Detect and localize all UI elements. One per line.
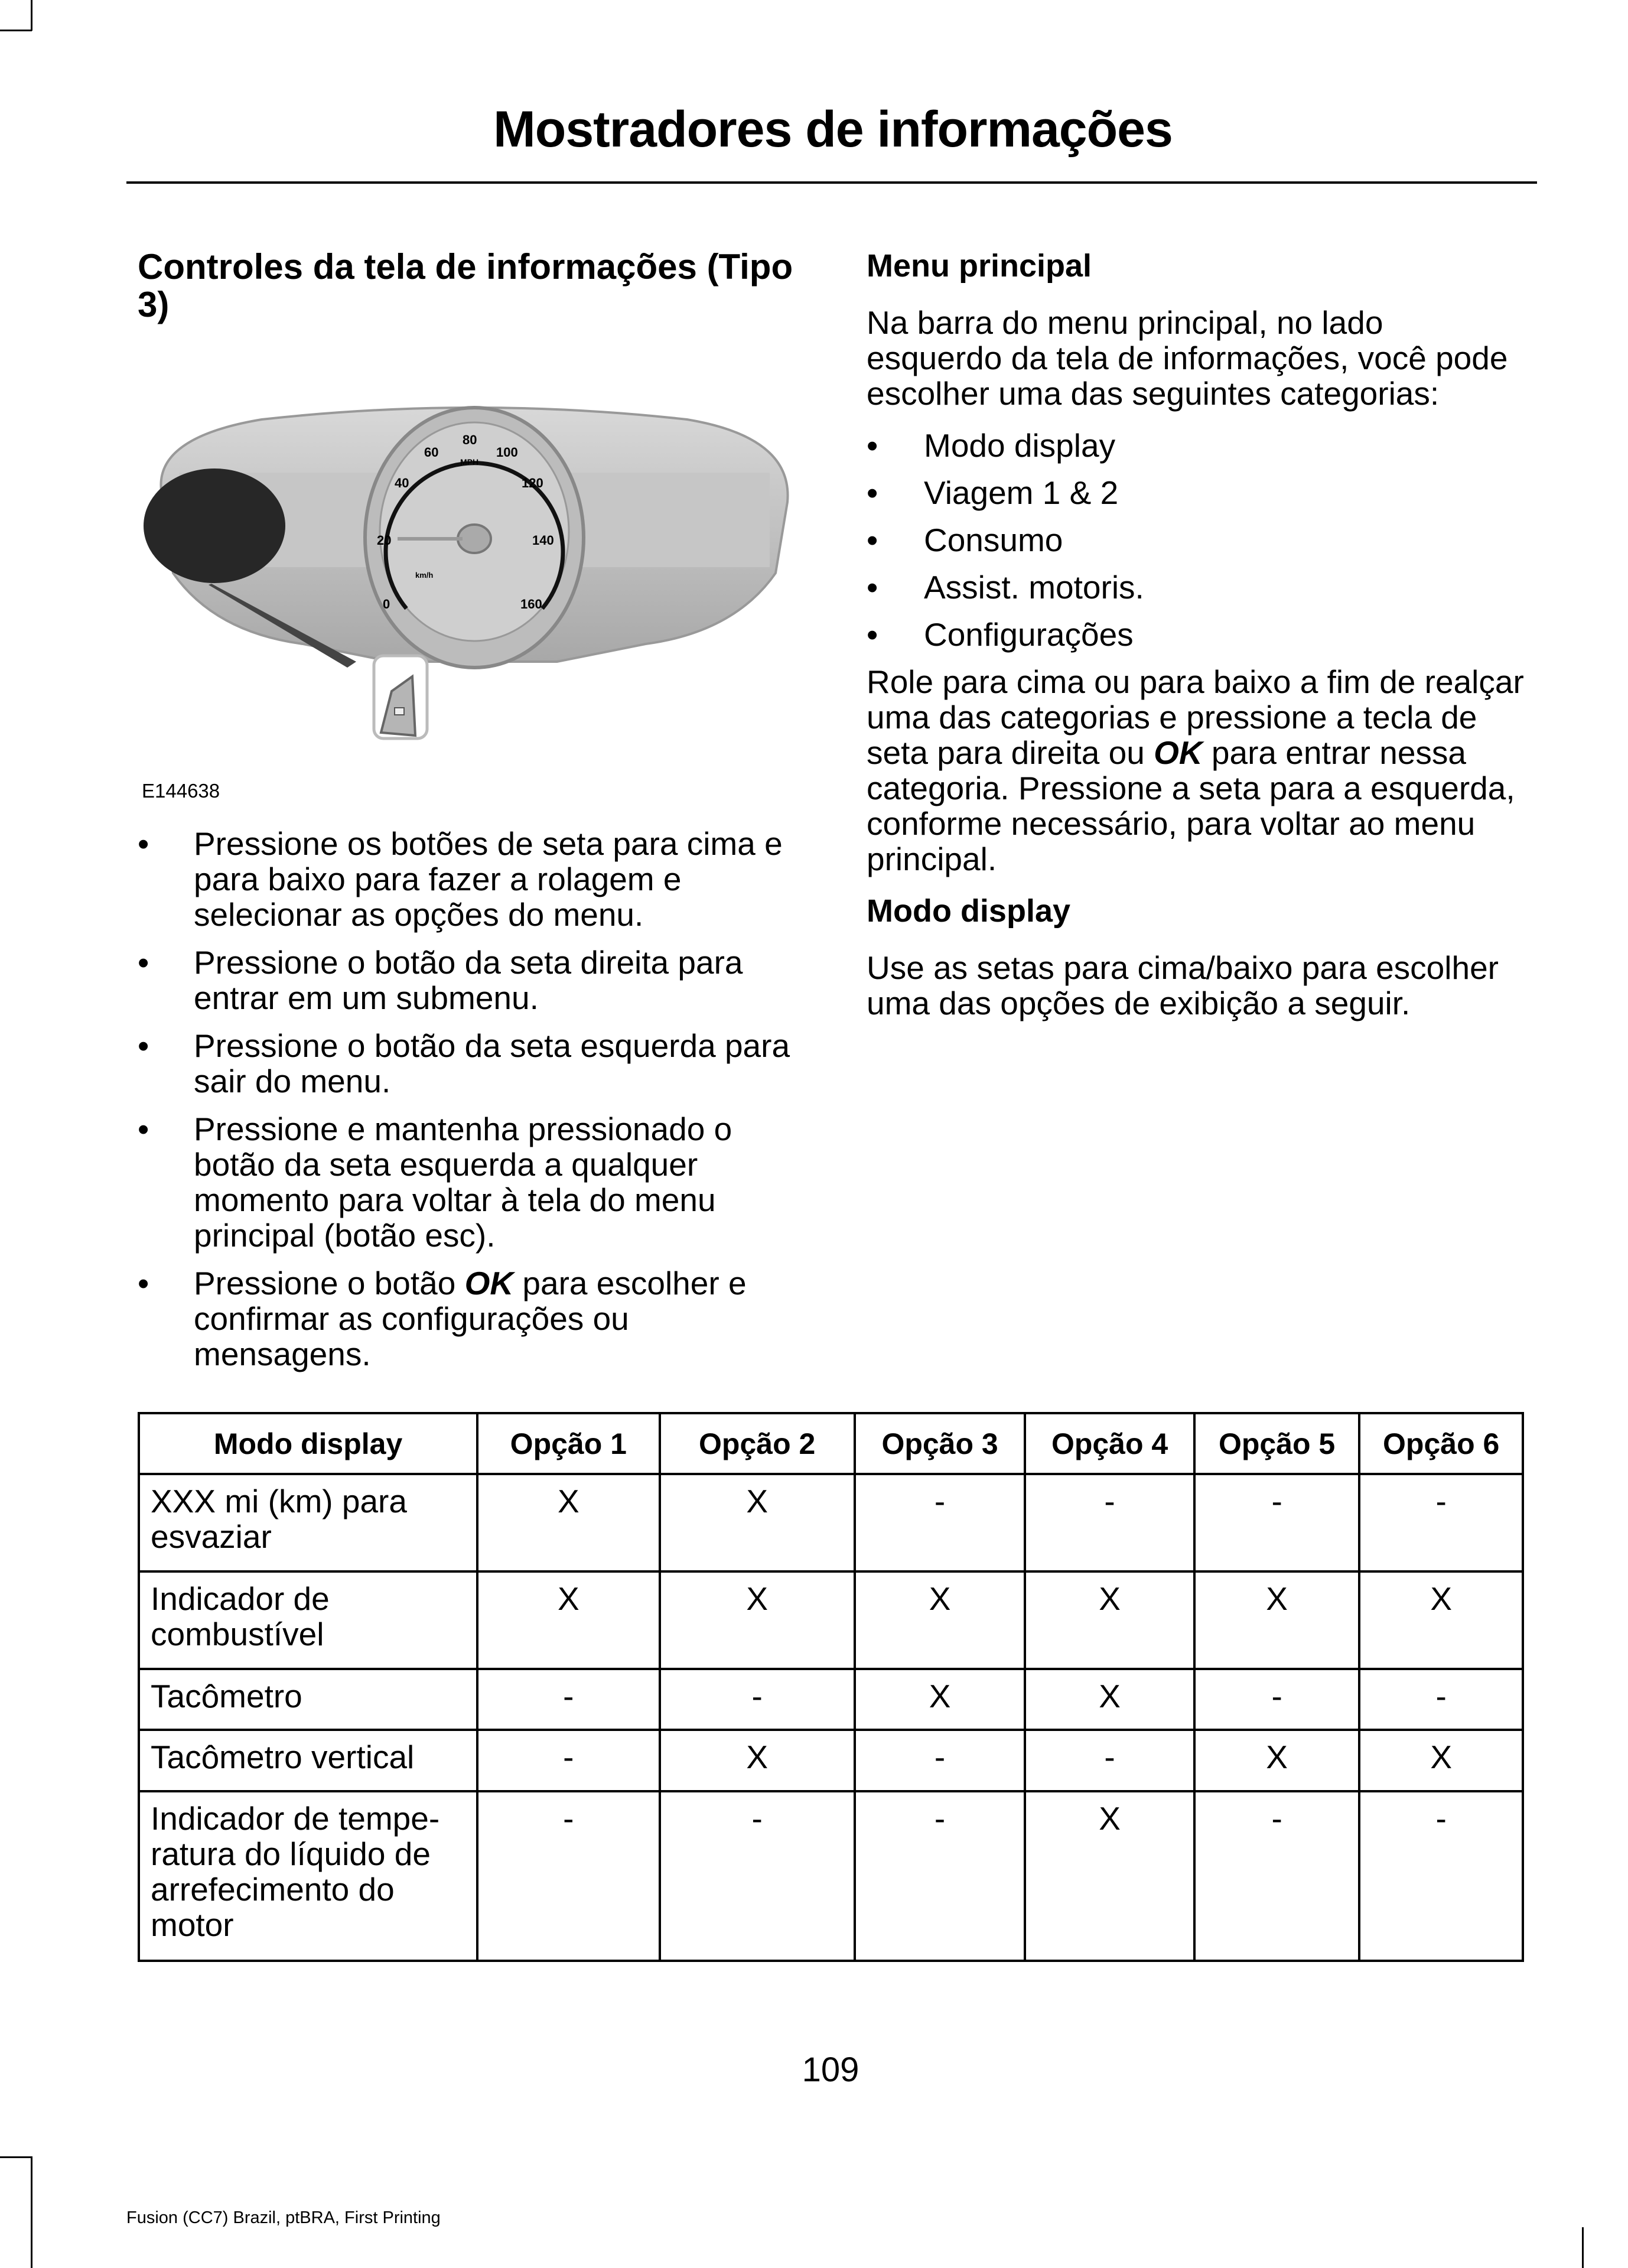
table-cell: X — [855, 1571, 1025, 1669]
list-item: • Pressione e mantenha pressionado o botão da seta esquerda a qualquer momento para voltar à tela do menu principal (botão esc). — [138, 1111, 732, 1254]
list-item: • Pressione o botão da seta direita para entrar em um submenu. — [138, 944, 743, 1016]
table-cell: X — [1025, 1791, 1194, 1961]
header-rule — [126, 181, 1537, 184]
table-cell: - — [660, 1669, 855, 1730]
page-title: Mostradores de informações — [493, 101, 1173, 158]
column-header: Opção 4 — [1025, 1413, 1194, 1474]
table-cell: - — [477, 1730, 659, 1791]
svg-text:20: 20 — [377, 533, 392, 548]
table-cell: - — [1194, 1474, 1360, 1571]
instrument-cluster-illustration — [144, 384, 805, 768]
table-cell: - — [855, 1474, 1025, 1571]
row-label: XXX mi (km) para esvaziar — [139, 1474, 477, 1571]
table-cell: X — [1194, 1730, 1360, 1791]
table-cell: - — [477, 1791, 659, 1961]
table-cell: - — [1025, 1474, 1194, 1571]
crop-mark — [31, 2156, 32, 2268]
list-item: • Viagem 1 & 2 — [867, 474, 1119, 511]
scroll-instructions: Role para cima ou para baixo a fim de realçar uma das categorias e pressione a tecla de seta para direita ou OK para entrar nessa categoria. Pressione a seta para a esquerda, conforme necessário, para voltar ao menu principal. — [867, 663, 1524, 877]
left-column — [138, 248, 802, 324]
table-header-row — [139, 1413, 1523, 1474]
svg-text:40: 40 — [395, 476, 409, 490]
table-cell: - — [1194, 1791, 1360, 1961]
svg-text:120: 120 — [522, 476, 543, 490]
table-cell: X — [1025, 1571, 1194, 1669]
row-label: Indicador de tempe-ratura do líquido de arrefecimento do motor — [139, 1791, 477, 1961]
table-cell: - — [1359, 1474, 1523, 1571]
table-row — [139, 1474, 1523, 1571]
footer-text: Fusion (CC7) Brazil, ptBRA, First Printing — [126, 2208, 441, 2227]
crop-mark — [0, 30, 32, 31]
list-item: • Pressione o botão OK para escolher e confirmar as configurações ou mensagens. — [138, 1265, 747, 1372]
page-number: 109 — [802, 2051, 859, 2089]
table-cell: X — [1194, 1571, 1360, 1669]
table-cell: - — [477, 1669, 659, 1730]
table-row — [139, 1669, 1523, 1730]
display-mode-text: Use as setas para cima/baixo para escolher uma das opções de exibição a seguir. — [867, 949, 1499, 1021]
table-cell: X — [660, 1474, 855, 1571]
right-column — [867, 248, 1527, 1037]
info-display-highlight — [144, 468, 285, 583]
controls-list — [138, 826, 802, 1372]
svg-text:km/h: km/h — [415, 571, 434, 580]
column-header: Opção 2 — [660, 1413, 855, 1474]
list-item: • Assist. motoris. — [867, 569, 1144, 606]
table-cell: X — [477, 1571, 659, 1669]
list-item: • Pressione os botões de seta para cima e para baixo para fazer a rolagem e selecionar as opções do menu. — [138, 825, 783, 933]
crop-mark — [0, 2156, 32, 2158]
svg-text:60: 60 — [424, 445, 439, 460]
table-cell: X — [660, 1730, 855, 1791]
table-cell: X — [855, 1669, 1025, 1730]
column-header: Opção 1 — [477, 1413, 659, 1474]
table-row — [139, 1571, 1523, 1669]
crop-mark — [31, 0, 32, 31]
menu-heading: Menu principal — [867, 248, 1092, 284]
list-item: • Modo display — [867, 427, 1116, 464]
column-header: Opção 3 — [855, 1413, 1025, 1474]
table-row — [139, 1730, 1523, 1791]
row-label: Tacômetro — [139, 1669, 477, 1730]
list-item: • Configurações — [867, 616, 1134, 653]
section-heading: Controles da tela de informações (Tipo 3) — [138, 247, 793, 324]
table-cell: - — [660, 1791, 855, 1961]
column-header: Opção 6 — [1359, 1413, 1523, 1474]
row-label: Indicador de combustível — [139, 1571, 477, 1669]
table-row — [139, 1791, 1523, 1961]
list-item: • Consumo — [867, 522, 1063, 558]
svg-text:100: 100 — [496, 445, 518, 460]
column-header: Opção 5 — [1194, 1413, 1360, 1474]
table-cell: - — [1359, 1791, 1523, 1961]
menu-intro: Na barra do menu principal, no lado esquerdo da tela de informações, você pode escolher uma das seguintes categorias: — [867, 304, 1508, 412]
svg-text:160: 160 — [520, 597, 542, 611]
table-cell: X — [1359, 1571, 1523, 1669]
table-cell: - — [1359, 1669, 1523, 1730]
table-cell: X — [1359, 1730, 1523, 1791]
crop-mark — [1582, 2227, 1584, 2268]
svg-text:0: 0 — [383, 597, 390, 611]
table-cell: X — [660, 1571, 855, 1669]
row-label: Tacômetro vertical — [139, 1730, 477, 1791]
display-mode-heading: Modo display — [867, 893, 1071, 929]
table-cell: - — [1194, 1669, 1360, 1730]
table-cell: X — [1025, 1669, 1194, 1730]
controls-list-container — [138, 826, 802, 1384]
display-mode-table — [138, 1412, 1524, 1962]
list-item: • Pressione o botão da seta esquerda para sair do menu. — [138, 1027, 790, 1099]
svg-text:80: 80 — [463, 432, 477, 447]
categories-list — [867, 428, 1527, 652]
table-cell: X — [477, 1474, 659, 1571]
table-cell: - — [855, 1791, 1025, 1961]
figure-code: E144638 — [142, 780, 220, 802]
table-cell: - — [855, 1730, 1025, 1791]
svg-text:MPH: MPH — [460, 457, 479, 467]
svg-text:140: 140 — [532, 533, 554, 548]
table-cell: - — [1025, 1730, 1194, 1791]
column-header: Modo display — [139, 1413, 477, 1474]
